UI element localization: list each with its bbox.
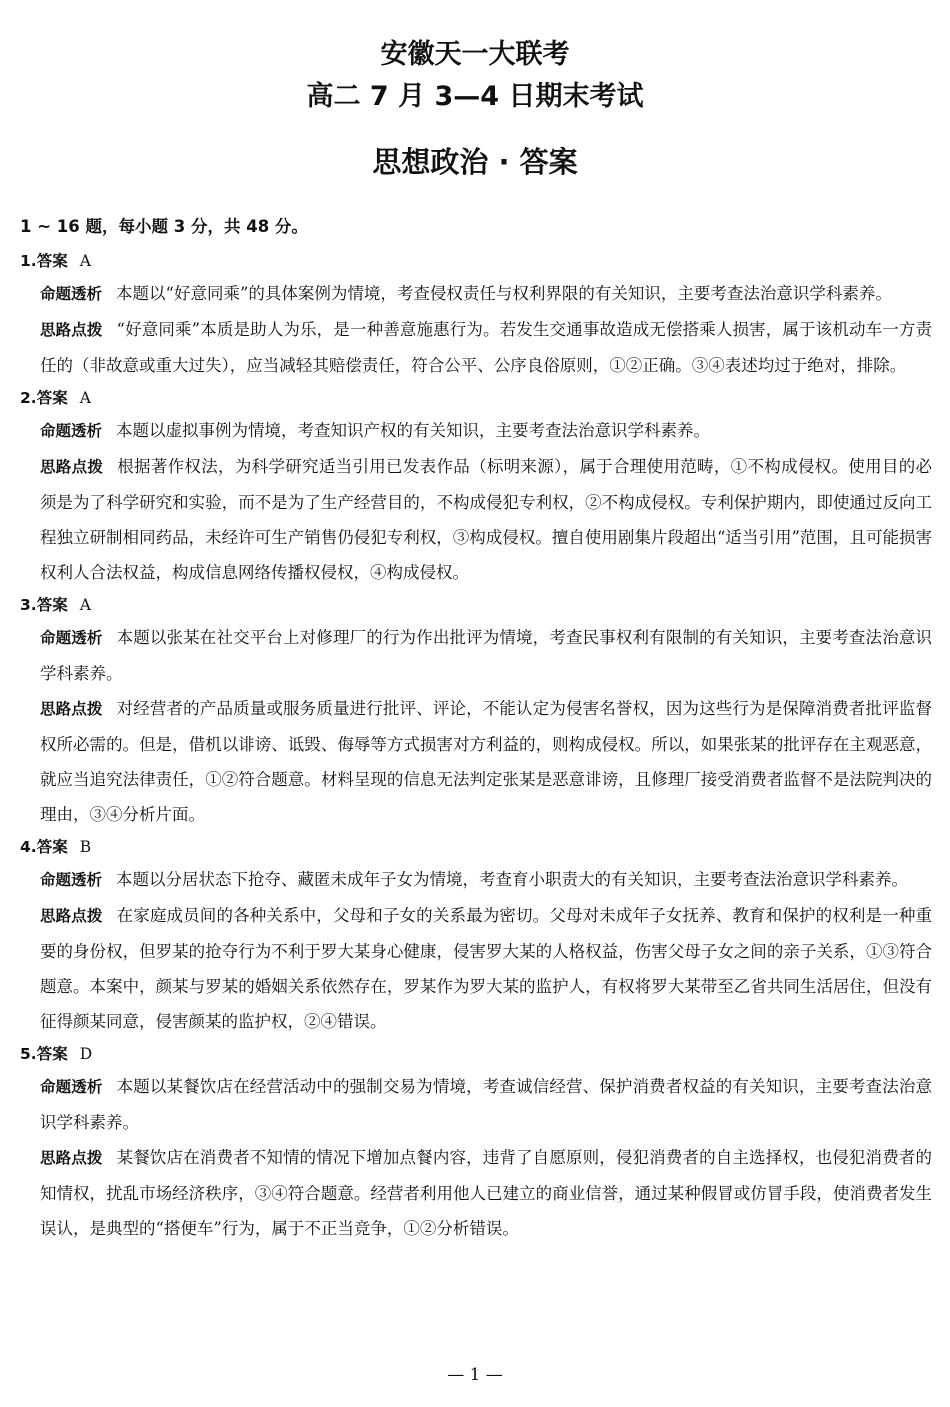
hint-label: 思路点拨 (40, 321, 103, 339)
question-list (20, 246, 932, 1246)
analysis-text: 本题以虚拟事例为情境，考查知识产权的有关知识，主要考查法治意识学科素养。 (116, 421, 711, 440)
analysis-label: 命题透析 (40, 871, 103, 889)
answer-value: A (79, 389, 91, 407)
analysis-label: 命题透析 (40, 285, 103, 303)
subject-title: 思想政治 · 答案 (372, 145, 578, 179)
section-intro-text: 1 ~ 16 题，每小题 3 分，共 48 分。 (20, 217, 308, 236)
question-number: 5. (20, 1045, 37, 1063)
question-header (20, 590, 932, 620)
answer-label: 答案 (36, 252, 68, 270)
analysis-paragraph (20, 1069, 932, 1140)
hint-paragraph (20, 898, 932, 1039)
analysis-paragraph (20, 413, 932, 449)
answer-label: 答案 (36, 389, 68, 407)
answer-label: 答案 (36, 1045, 68, 1063)
hint-label: 思路点拨 (40, 1149, 103, 1167)
question-number: 1. (20, 252, 37, 270)
analysis-paragraph (20, 276, 932, 312)
analysis-text: 本题以张某在社交平台上对修理厂的行为作出批评为情境，考查民事权利有限制的有关知识，主要考查法治意识学科素养。 (40, 628, 932, 683)
exam-title: 安徽天一大联考 (380, 39, 570, 70)
answer-value: B (79, 838, 92, 856)
hint-label: 思路点拨 (40, 700, 103, 718)
answer-value: D (79, 1045, 93, 1063)
hint-label: 思路点拨 (40, 458, 104, 476)
hint-text: 某餐饮店在消费者不知情的情况下增加点餐内容，违背了自愿原则，侵犯消费者的自主选择权，也侵犯消费者的知情权，扰乱市场经济秩序，③④符合题意。经营者利用他人已建立的商业信誉，通过某种假冒或仿冒手段，使消费者发生误认，是典型的“搭便车”行为，属于不正当竞争，①②分析错误。 (40, 1148, 932, 1238)
answer-value: A (79, 252, 91, 270)
question-number: 4. (20, 838, 37, 856)
page-number: — 1 — (447, 1365, 503, 1385)
hint-paragraph (20, 691, 932, 832)
question-item (20, 246, 932, 383)
question-header (20, 246, 932, 276)
hint-text: 根据著作权法，为科学研究适当引用已发表作品（标明来源），属于合理使用范畴，①不构成侵权。使用目的必须是为了科学研究和实验，而不是为了生产经营目的，不构成侵犯专利权，②不构成侵权。专利保护期内，即使通过反向工程独立研制相同药品，未经许可生产销售仍侵犯专利权，③构成侵权。擅自使用剧集片段超出“适当引用”范围，且可能损害权利人合法权益，构成信息网络传播权侵权，④构成侵权。 (40, 457, 932, 582)
analysis-text: 本题以“好意同乘”的具体案例为情境，考查侵权责任与权利界限的有关知识，主要考查法治意识学科素养。 (116, 284, 892, 303)
answer-content (20, 212, 932, 1246)
question-item (20, 1039, 932, 1246)
analysis-paragraph (20, 620, 932, 691)
section-intro (20, 212, 932, 242)
answer-label: 答案 (36, 596, 68, 614)
hint-text: “好意同乘”本质是助人为乐，是一种善意施惠行为。若发生交通事故造成无偿搭乘人损害，属于该机动车一方责任的（非故意或重大过失），应当减轻其赔偿责任，符合公平、公序良俗原则，①②正确。③④表述均过于绝对，排除。 (40, 320, 932, 375)
question-header (20, 832, 932, 862)
analysis-label: 命题透析 (40, 629, 103, 647)
question-number: 3. (20, 596, 37, 614)
hint-paragraph (20, 312, 932, 383)
question-header (20, 383, 932, 413)
analysis-label: 命题透析 (40, 1078, 103, 1096)
answer-value: A (79, 596, 91, 614)
analysis-text: 本题以分居状态下抢夺、藏匿未成年子女为情境，考查育小职责大的有关知识，主要考查法治意识学科素养。 (116, 870, 909, 889)
exam-subtitle: 高二 7 月 3—4 日期末考试 (306, 81, 644, 112)
analysis-paragraph (20, 862, 932, 898)
hint-paragraph (20, 449, 932, 590)
answer-label: 答案 (36, 838, 68, 856)
question-item (20, 832, 932, 1039)
question-number: 2. (20, 389, 37, 407)
analysis-label: 命题透析 (40, 422, 103, 440)
hint-paragraph (20, 1140, 932, 1246)
question-item (20, 383, 932, 590)
question-header (20, 1039, 932, 1069)
question-item (20, 590, 932, 832)
hint-text: 在家庭成员间的各种关系中，父母和子女的关系最为密切。父母对未成年子女抚养、教育和保护的权利是一种重要的身份权，但罗某的抢夺行为不利于罗大某身心健康，侵害罗大某的人格权益，伤害父母子女之间的亲子关系，①③符合题意。本案中，颜某与罗某的婚姻关系依然存在，罗某作为罗大某的监护人，有权将罗大某带至乙省共同生活居住，但没有征得颜某同意，侵害颜某的监护权，②④错误。 (40, 906, 932, 1031)
analysis-text: 本题以某餐饮店在经营活动中的强制交易为情境，考查诚信经营、保护消费者权益的有关知识，主要考查法治意识学科素养。 (40, 1077, 932, 1132)
hint-text: 对经营者的产品质量或服务质量进行批评、评论，不能认定为侵害名誉权，因为这些行为是保障消费者批评监督权所必需的。但是，借机以诽谤、诋毁、侮辱等方式损害对方利益的，则构成侵权。所以，如果张某的批评存在主观恶意，就应当追究法律责任，①②符合题意。材料呈现的信息无法判定张某是恶意诽谤，且修理厂接受消费者监督不是法院判决的理由，③④分析片面。 (40, 699, 932, 824)
hint-label: 思路点拨 (40, 907, 103, 925)
